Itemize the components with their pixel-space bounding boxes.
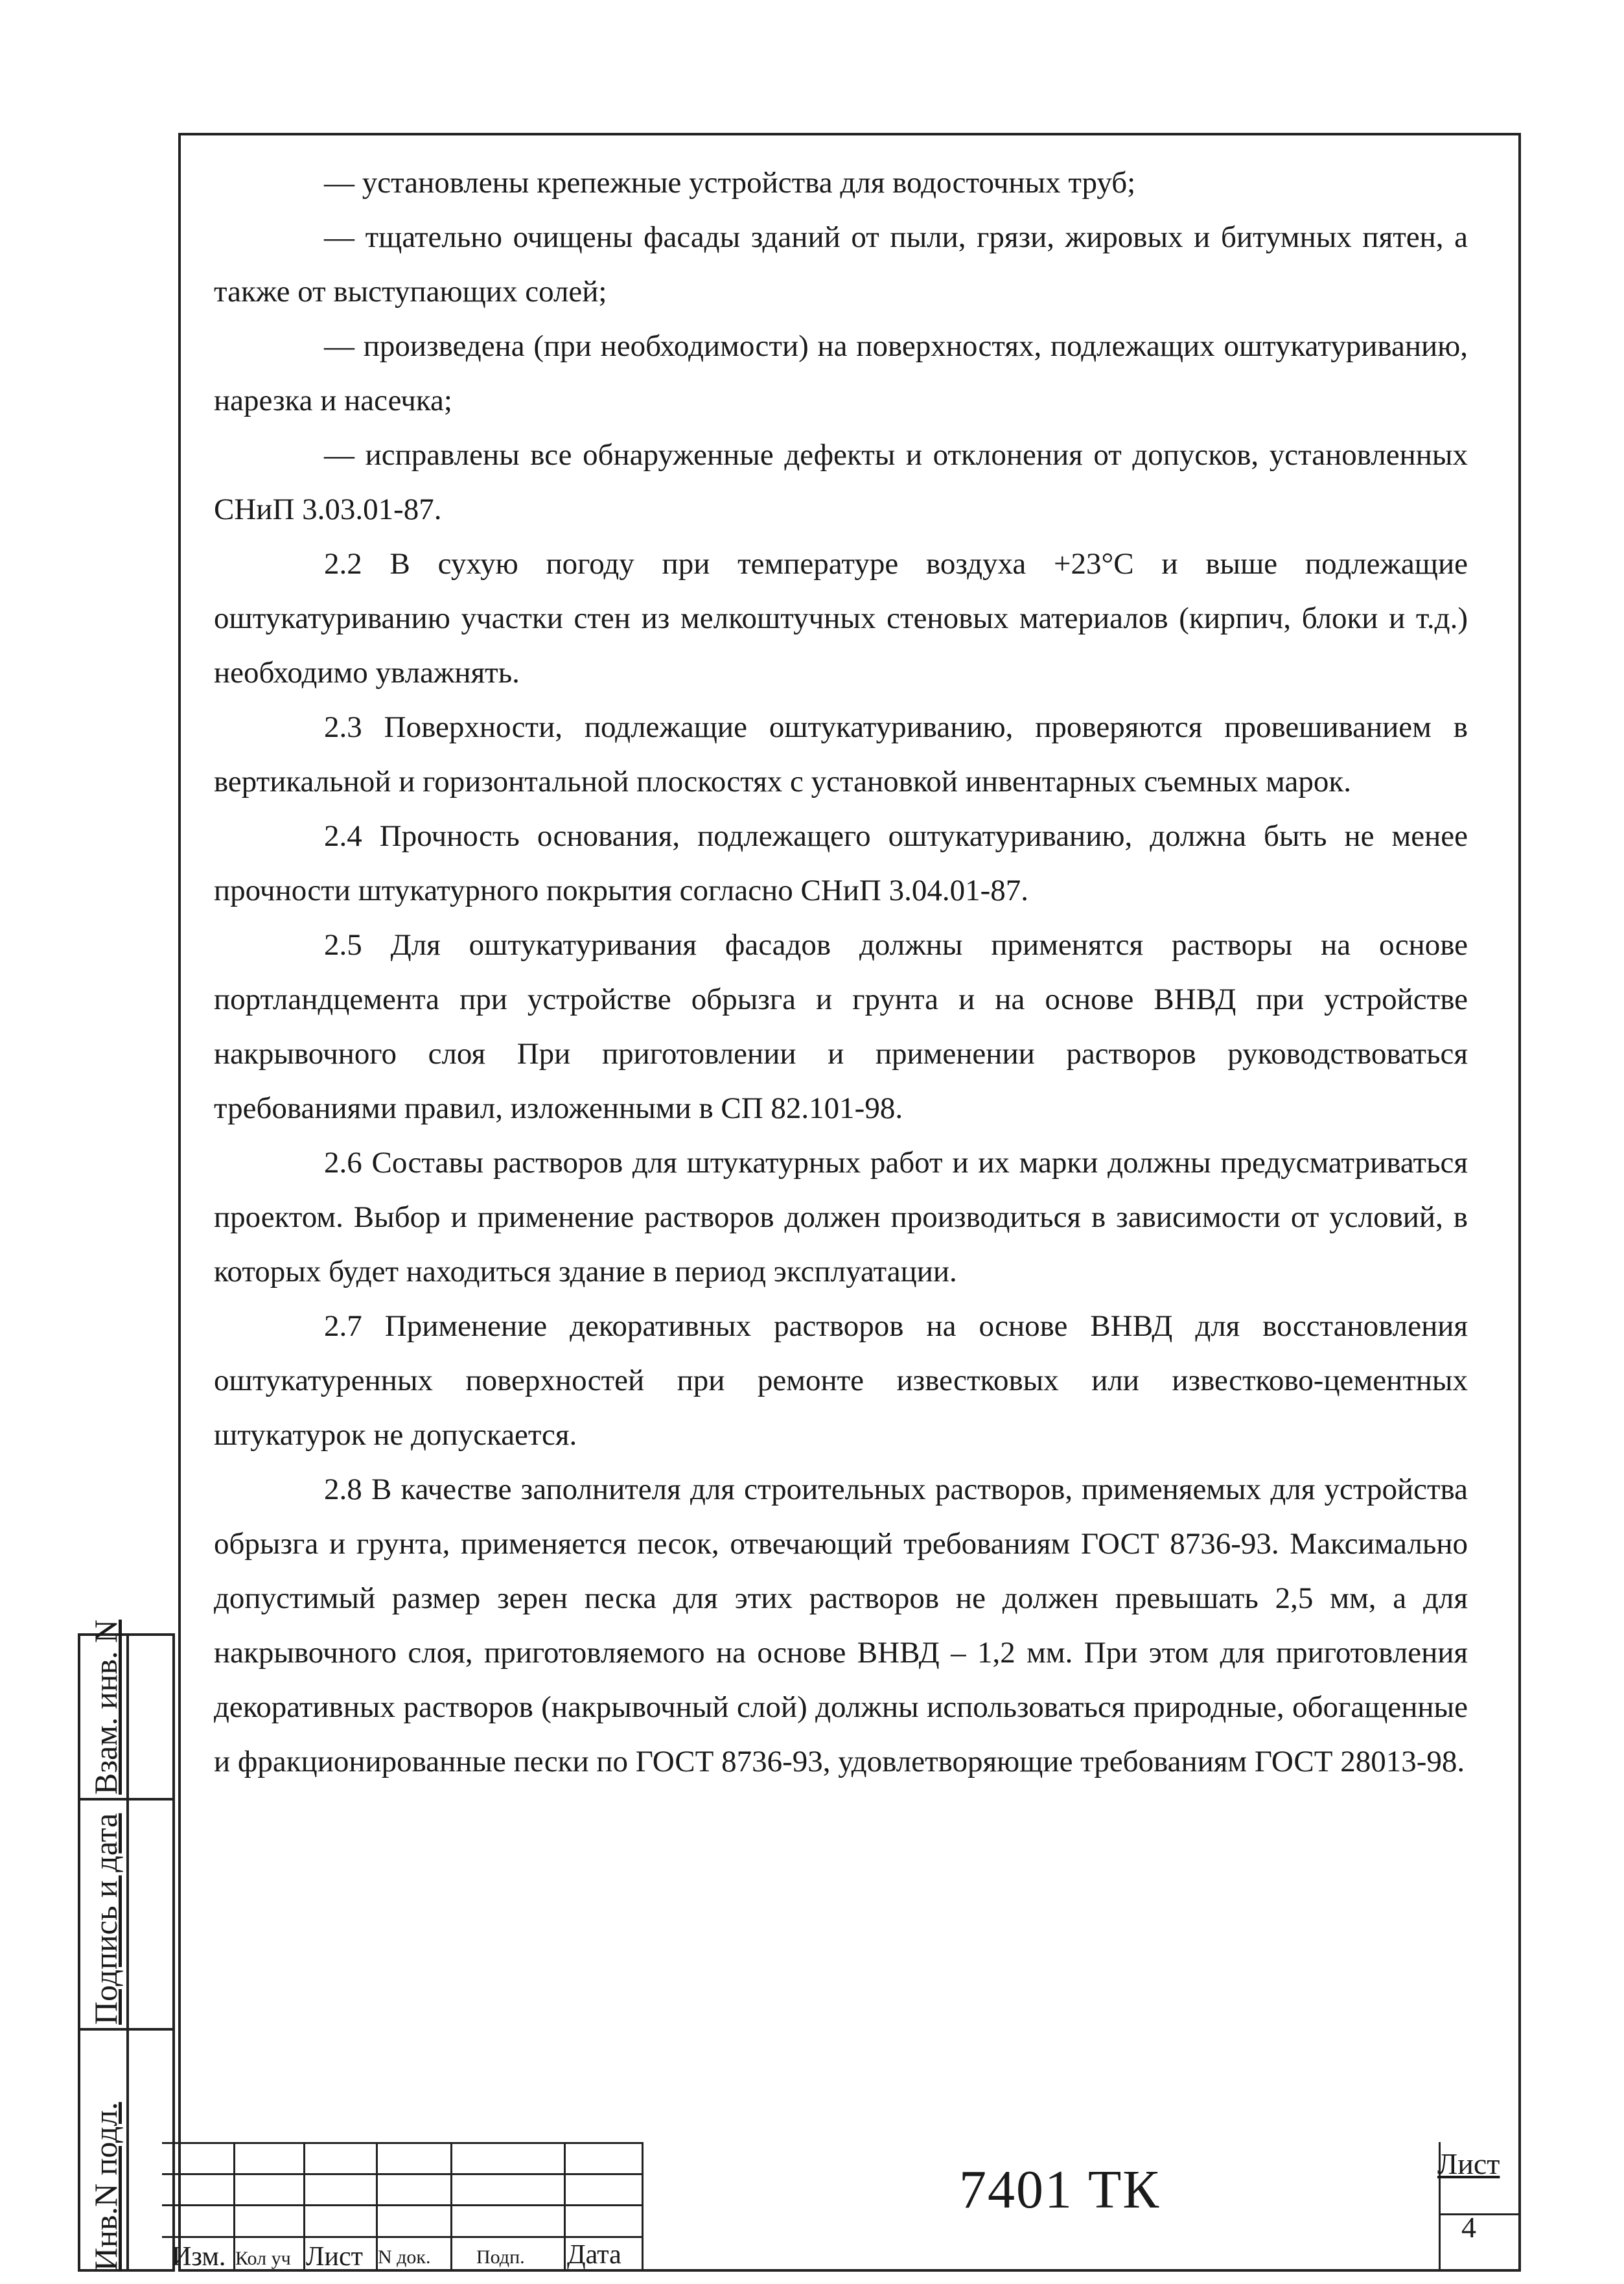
tb-line <box>303 2142 305 2272</box>
paragraph: 2.2 В сухую погоду при температуре воздуха +23°С и выше подлежащие оштукатуриванию участки стен из мелкоштучных стеновых материалов (кирпич, блоки и т.д.) необходимо увлажнять. <box>214 547 1468 690</box>
stamp-divider <box>80 1798 172 1800</box>
document-body <box>214 156 1468 1789</box>
paragraph: 2.3 Поверхности, подлежащие оштукатуриванию, проверяются провешиванием в вертикальной и горизонтальной плоскостях с установкой инвентарных съемных марок. <box>214 710 1468 798</box>
sheet-number: 4 <box>1461 2211 1476 2244</box>
tb-line <box>642 2142 644 2272</box>
tb-n-dok: N док. <box>378 2246 431 2268</box>
paragraph: — произведена (при необходимости) на поверхностях, подлежащих оштукатуриванию, нарезка и насечка; <box>214 329 1468 417</box>
paragraph: — исправлены все обнаруженные дефекты и отклонения от допусков, установленных СНиП 3.03.01-87. <box>214 438 1468 526</box>
tb-list: Лист <box>306 2242 363 2272</box>
tb-line <box>564 2142 566 2272</box>
stamp-divider <box>80 2028 172 2031</box>
tb-podp: Подп. <box>476 2246 525 2268</box>
stamp-podpis-data: Подпись и дата <box>87 1813 124 2025</box>
tb-line <box>450 2142 452 2272</box>
tb-line <box>1439 2213 1521 2215</box>
paragraph: 2.5 Для оштукатуривания фасадов должны применятся растворы на основе портландцемента при устройстве обрызга и грунта и на основе ВНВД при устройстве накрывочного слоя При приготовлении и применении растворов руководствоваться требованиями правил, изложенными в СП 82.101-98. <box>214 928 1468 1125</box>
title-block <box>162 2142 1521 2272</box>
stamp-inv-podl: Инв.N подл. <box>87 2102 124 2271</box>
sheet-label: Лист <box>1437 2147 1500 2180</box>
document-code: 7401 ТК <box>959 2160 1161 2220</box>
tb-izm: Изм. <box>172 2242 226 2272</box>
tb-data: Дата <box>567 2240 621 2270</box>
stamp-vzam-inv: Взам. инв. N <box>87 1619 124 1795</box>
paragraph: — установлены крепежные устройства для водосточных труб; <box>324 166 1136 200</box>
tb-kol-uch: Кол уч <box>235 2248 291 2269</box>
paragraph: 2.8 В качестве заполнителя для строительных растворов, применяемых для устройства обрызга и грунта, применяется песок, отвечающий требованиям ГОСТ 8736-93. Максимально допустимый размер зерен песка для этих растворов не должен превышать 2,5 мм, а для накрывочного слоя, приготовляемого на основе ВНВД – 1,2 мм. При этом для приготовления декоративных растворов (накрывочный слой) должны использоваться природные, обогащенные и фракционированные пески по ГОСТ 8736-93, удовлетворяющие требованиям ГОСТ 28013-98. <box>214 1473 1468 1778</box>
paragraph: 2.7 Применение декоративных растворов на основе ВНВД для восстановления оштукатуренных поверхностей при ремонте известковых или известково-цементных штукатурок не допускается. <box>214 1309 1468 1452</box>
margin-stamp <box>78 1619 175 2272</box>
paragraph: — тщательно очищены фасады зданий от пыли, грязи, жировых и битумных пятен, а также от выступающих солей; <box>214 220 1468 309</box>
paragraph: 2.6 Составы растворов для штукатурных работ и их марки должны предусматриваться проектом. Выбор и применение растворов должен производиться в зависимости от условий, в которых будет находиться здание в период эксплуатации. <box>214 1146 1468 1288</box>
paragraph: 2.4 Прочность основания, подлежащего оштукатуриванию, должна быть не менее прочности штукатурного покрытия согласно СНиП 3.04.01-87. <box>214 819 1468 907</box>
